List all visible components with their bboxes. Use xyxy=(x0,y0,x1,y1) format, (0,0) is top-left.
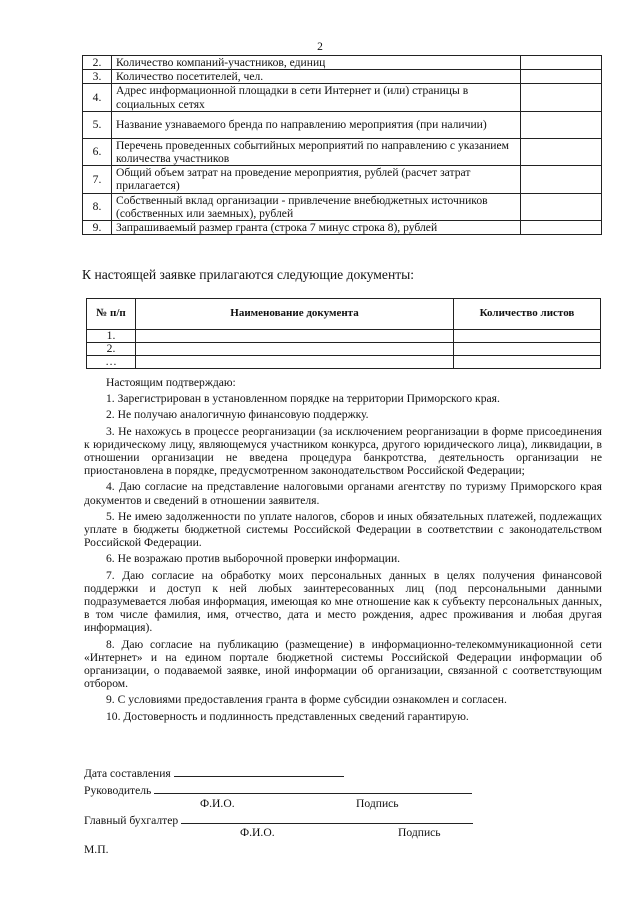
date-label: Дата составления xyxy=(84,767,171,780)
confirmation-item: 8. Даю согласие на публикацию (размещение) в информационно-телекоммуникационной сети «Интернет» и на едином портале бюджетной системы Российской Федерации информации об организации, о подаваемой заявке, иной информации об организации, связанной с соответствующим отбором. xyxy=(84,637,602,691)
indicators-table xyxy=(82,55,602,235)
row-number: 5. xyxy=(83,111,112,138)
table-row xyxy=(83,193,602,220)
row-text: Адрес информационной площадки в сети Интернет и (или) страницы в социальных сетях xyxy=(112,84,521,111)
chief-fio-caption: Ф.И.О. xyxy=(240,826,275,839)
chief-sign-caption: Подпись xyxy=(398,826,441,839)
confirmation-item: 9. С условиями предоставления гранта в форме субсидии ознакомлен и согласен. xyxy=(106,693,507,707)
table-row xyxy=(83,221,602,235)
row-number: … xyxy=(87,356,136,369)
row-value-cell[interactable] xyxy=(521,111,602,138)
pages-count-cell[interactable] xyxy=(454,330,601,343)
table-row xyxy=(83,70,602,84)
row-number: 2. xyxy=(87,343,136,356)
row-text: Количество компаний-участников, единиц xyxy=(112,56,521,70)
table-header-row xyxy=(87,299,601,330)
row-value-cell[interactable] xyxy=(521,70,602,84)
row-text: Перечень проведенных событийных мероприятий по направлению с указанием количества участников xyxy=(112,138,521,165)
pages-count-cell[interactable] xyxy=(454,356,601,369)
head-fio-caption: Ф.И.О. xyxy=(200,797,235,810)
confirmation-item: 2. Не получаю аналогичную финансовую поддержку. xyxy=(106,408,369,422)
pages-count-cell[interactable] xyxy=(454,343,601,356)
row-text: Общий объем затрат на проведение мероприятия, рублей (расчет затрат прилагается) xyxy=(112,166,521,193)
row-value-cell[interactable] xyxy=(521,138,602,165)
confirmation-item: 3. Не нахожусь в процессе реорганизации (за исключением реорганизации в форме присоединения к юридическому лицу, являющемуся участником конкурса, другого юридического лица), ликвидации, в отношении организации не введена процедура банкротства, деятельность организации не приостановлена в порядке, предусмотренном законодательством Российской Федерации; xyxy=(84,424,602,478)
row-number: 8. xyxy=(83,193,112,220)
row-text: Количество посетителей, чел. xyxy=(112,70,521,84)
table-row xyxy=(87,330,601,343)
header-pages-count: Количество листов xyxy=(454,299,601,330)
chief-accountant-label: Главный бухгалтер xyxy=(84,814,179,827)
confirmations-block xyxy=(84,376,602,723)
row-value-cell[interactable] xyxy=(521,193,602,220)
documents-heading: К настоящей заявке прилагаются следующие документы: xyxy=(82,267,415,282)
row-number: 6. xyxy=(83,138,112,165)
row-text: Запрашиваемый размер гранта (строка 7 минус строка 8), рублей xyxy=(112,221,521,235)
head-signature-field[interactable] xyxy=(154,783,472,794)
document-name-cell[interactable] xyxy=(136,330,454,343)
date-line xyxy=(84,766,344,780)
head-sign-caption: Подпись xyxy=(356,797,399,810)
row-number: 4. xyxy=(83,84,112,111)
confirmation-item: 4. Даю согласие на представление налоговыми органами агентству по туризму Приморского края документов и сведений в отношении заявителя. xyxy=(84,480,602,507)
head-line xyxy=(84,783,472,797)
table-row xyxy=(83,138,602,165)
row-value-cell[interactable] xyxy=(521,56,602,70)
table-row xyxy=(83,166,602,193)
confirmation-item: 5. Не имею задолженности по уплате налогов, сборов и иных обязательных платежей, подлежащих уплате в бюджеты бюджетной системы Российской Федерации в соответствии с законодательством Российской Федерации. xyxy=(84,509,602,550)
row-value-cell[interactable] xyxy=(521,221,602,235)
row-value-cell[interactable] xyxy=(521,84,602,111)
document-name-cell[interactable] xyxy=(136,356,454,369)
row-text: Название узнаваемого бренда по направлению мероприятия (при наличии) xyxy=(112,111,521,138)
confirmation-item: 10. Достоверность и подлинность представленных сведений гарантирую. xyxy=(106,709,469,723)
row-value-cell[interactable] xyxy=(521,166,602,193)
header-document-name: Наименование документа xyxy=(136,299,454,330)
table-row xyxy=(83,56,602,70)
confirmation-item: 7. Даю согласие на обработку моих персональных данных в целях получения финансовой поддержки и доступ к ней любых заинтересованных лиц (под персональными данными подразумевается любая информация, имеющая ко мне отношение как к субъекту персональных данных, в том числе фамилия, имя, отчество, дата и место рождения, адрес проживания и любая другая информация). xyxy=(84,568,602,635)
chief-accountant-signature-field[interactable] xyxy=(181,813,473,824)
row-number: 1. xyxy=(87,330,136,343)
header-number: № п/п xyxy=(87,299,136,330)
table-row xyxy=(83,111,602,138)
row-number: 7. xyxy=(83,166,112,193)
head-label: Руководитель xyxy=(84,784,152,797)
row-text: Собственный вклад организации - привлечение внебюджетных источников (собственных или заемных), рублей xyxy=(112,193,521,220)
table-row xyxy=(87,356,601,369)
confirmation-item: 6. Не возражаю против выборочной проверки информации. xyxy=(106,552,401,566)
documents-table xyxy=(86,298,601,369)
confirmation-item: 1. Зарегистрирован в установленном порядке на территории Приморского края. xyxy=(106,392,500,406)
document-name-cell[interactable] xyxy=(136,343,454,356)
seal-label: М.П. xyxy=(84,843,109,856)
row-number: 9. xyxy=(83,221,112,235)
confirm-intro: Настоящим подтверждаю: xyxy=(106,376,236,389)
date-field[interactable] xyxy=(174,766,344,777)
page-number: 2 xyxy=(317,41,323,53)
table-row xyxy=(83,84,602,111)
table-row xyxy=(87,343,601,356)
row-number: 3. xyxy=(83,70,112,84)
row-number: 2. xyxy=(83,56,112,70)
